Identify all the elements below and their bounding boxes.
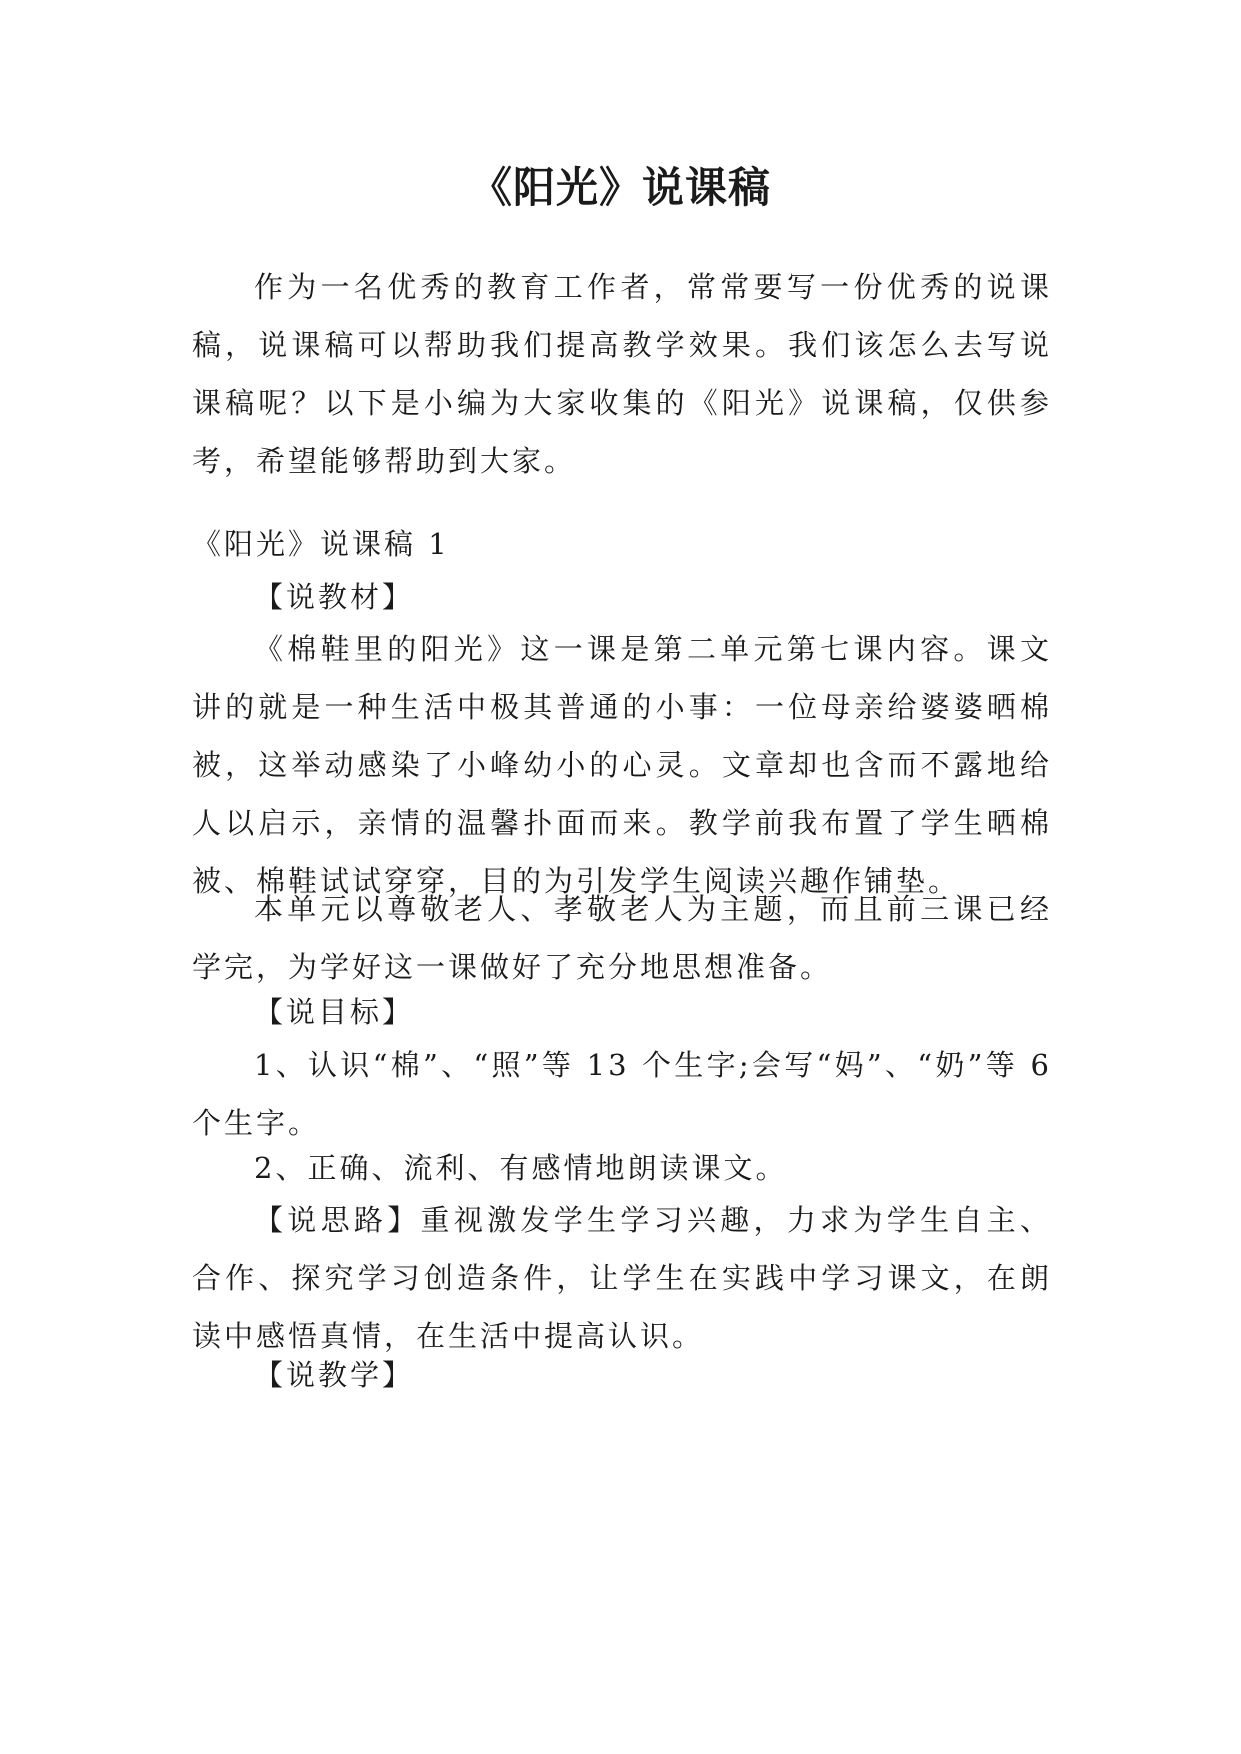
intro-paragraph: 作为一名优秀的教育工作者，常常要写一份优秀的说课稿，说课稿可以帮助我们提高教学效果。我们该怎么去写说课稿呢？以下是小编为大家收集的《阳光》说课稿，仅供参考，希望能够帮助到大家。	[192, 270, 1052, 478]
goal-item-1: 1、认识“棉”、“照”等 13 个生字;会写“妈”、“奶”等 6 个生字。	[192, 1048, 1052, 1140]
textbook-paragraph-1: 《棉鞋里的阳光》这一课是第二单元第七课内容。课文讲的就是一种生活中极其普通的小事：一位母亲给婆婆晒棉被，这举动感染了小峰幼小的心灵。文章却也含而不露地给人以启示，亲情的温馨扑面而来。教学前我布置了学生晒棉被、棉鞋试试穿穿，目的为引发学生阅读兴趣作铺垫。	[192, 632, 1052, 898]
document-title: 《阳光》说课稿	[469, 163, 771, 212]
approach-paragraph: 【说思路】重视激发学生学习兴趣，力求为学生自主、合作、探究学习创造条件，让学生在实践中学习课文，在朗读中感悟真情，在生活中提高认识。	[192, 1203, 1052, 1353]
textbook-paragraph-2: 本单元以尊敬老人、孝敬老人为主题，而且前三课已经学完，为学好这一课做好了充分地思想准备。	[192, 892, 1052, 984]
heading-teaching: 【说教学】	[254, 1358, 415, 1392]
section-title: 《阳光》说课稿 1	[192, 527, 450, 561]
goal-item-2: 2、正确、流利、有感情地朗读课文。	[254, 1151, 788, 1185]
heading-goals: 【说目标】	[254, 995, 415, 1029]
heading-textbook: 【说教材】	[254, 580, 415, 614]
